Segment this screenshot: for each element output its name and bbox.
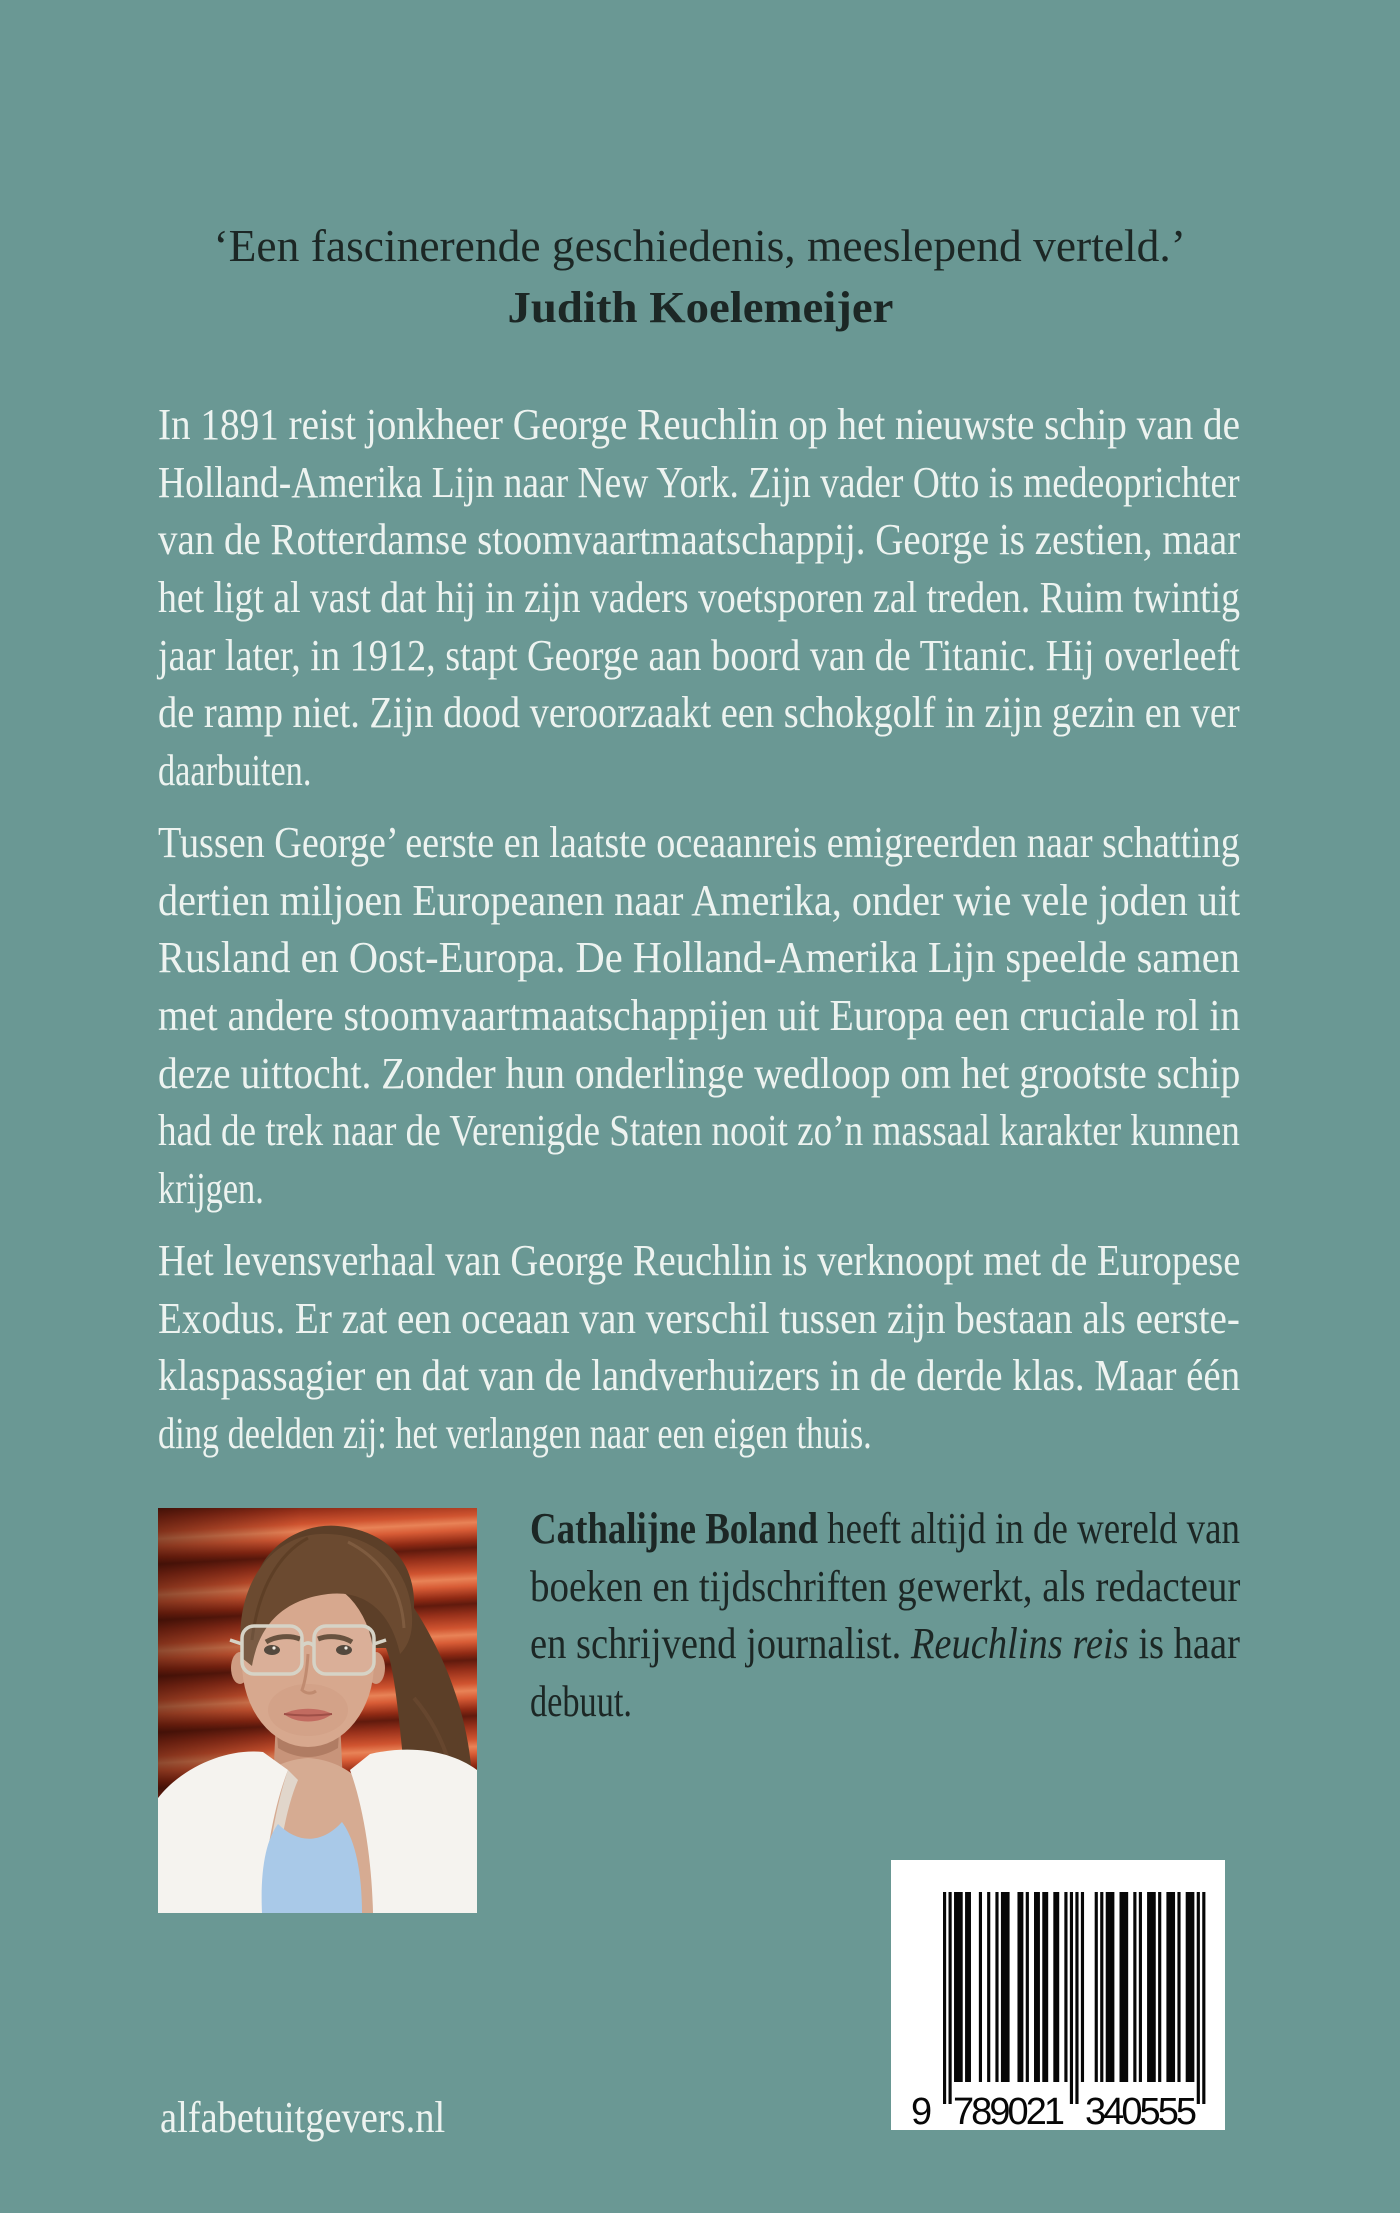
synopsis-paragraph <box>158 814 1240 1218</box>
review-quote-attribution <box>0 278 1400 338</box>
synopsis-line: Tussen George’ eerste en laatste oceaanreis emigreerden naar schatting <box>158 818 1240 867</box>
synopsis-line: van de Rotterdamse stoomvaartmaatschappij. George is zestien, maar <box>158 515 1241 565</box>
barcode <box>891 1860 1225 2130</box>
svg-text:9: 9 <box>911 2091 933 2130</box>
svg-text:340555: 340555 <box>1085 2091 1197 2130</box>
synopsis-line: deze uittocht. Zonder hun onderlinge wedloop om het grootste schip <box>158 1048 1241 1098</box>
synopsis-line: had de trek naar de Verenigde Staten nooit zo’n massaal karakter kunnen <box>158 1106 1240 1156</box>
synopsis-line: jaar later, in 1912, stapt George aan boord van de Titanic. Hij overleeft <box>158 630 1240 680</box>
glasses-right-lens <box>314 1626 374 1674</box>
ean13-barcode <box>891 1892 1225 2130</box>
synopsis-line: Holland-Amerika Lijn naar New York. Zijn vader Otto is medeoprichter <box>158 457 1240 507</box>
synopsis-line: de ramp niet. Zijn dood veroorzaakt een schokgolf in zijn gezin en ver <box>158 688 1240 738</box>
synopsis-line: met andere stoomvaartmaatschappijen uit Europa een cruciale rol in <box>158 991 1241 1041</box>
synopsis-line: Rusland en Oost-Europa. De Holland-Amerika Lijn speelde samen <box>158 933 1240 983</box>
synopsis-paragraph <box>158 1232 1240 1463</box>
glasses-left-lens <box>242 1626 302 1674</box>
bio-line: Cathalijne Boland heeft altijd in de wereld van <box>530 1504 1240 1553</box>
bio-line: en schrijvend journalist. Reuchlins reis is haar <box>530 1619 1240 1669</box>
synopsis-line: Het levensverhaal van George Reuchlin is verknoopt met de Europese <box>158 1236 1241 1285</box>
svg-text:789021: 789021 <box>953 2091 1065 2130</box>
author-photo-illustration <box>158 1508 477 1913</box>
author-bio <box>530 1500 1240 1731</box>
synopsis-line: dertien miljoen Europeanen naar Amerika, onder wie vele joden uit <box>158 875 1241 925</box>
publisher-website: alfabetuitgevers.nl <box>160 2093 446 2142</box>
synopsis-line: In 1891 reist jonkheer George Reuchlin op het nieuwste schip van de <box>158 400 1240 449</box>
synopsis-line: ding deelden zij: het verlangen naar een eigen thuis. <box>158 1409 872 1459</box>
review-quote-text: ‘Een fascinerende geschiedenis, meeslepend verteld.’ <box>213 220 1187 271</box>
synopsis-line: Exodus. Er zat een oceaan van verschil tussen zijn bestaan als eerste- <box>158 1293 1240 1343</box>
review-quote-attribution-text: Judith Koelemeijer <box>507 283 893 332</box>
bio-line: boeken en tijdschriften gewerkt, als redacteur <box>530 1561 1241 1611</box>
bio-line: debuut. <box>530 1677 632 1727</box>
synopsis-line: daarbuiten. <box>158 746 312 796</box>
review-quote <box>0 214 1400 278</box>
synopsis-paragraph <box>158 396 1240 800</box>
synopsis-line: klaspassagier en dat van de landverhuizers in de derde klas. Maar één <box>158 1351 1241 1401</box>
synopsis-line: krijgen. <box>158 1164 264 1214</box>
author-photo <box>158 1508 477 1913</box>
synopsis-line: het ligt al vast dat hij in zijn vaders voetsporen zal treden. Ruim twintig <box>158 573 1241 623</box>
